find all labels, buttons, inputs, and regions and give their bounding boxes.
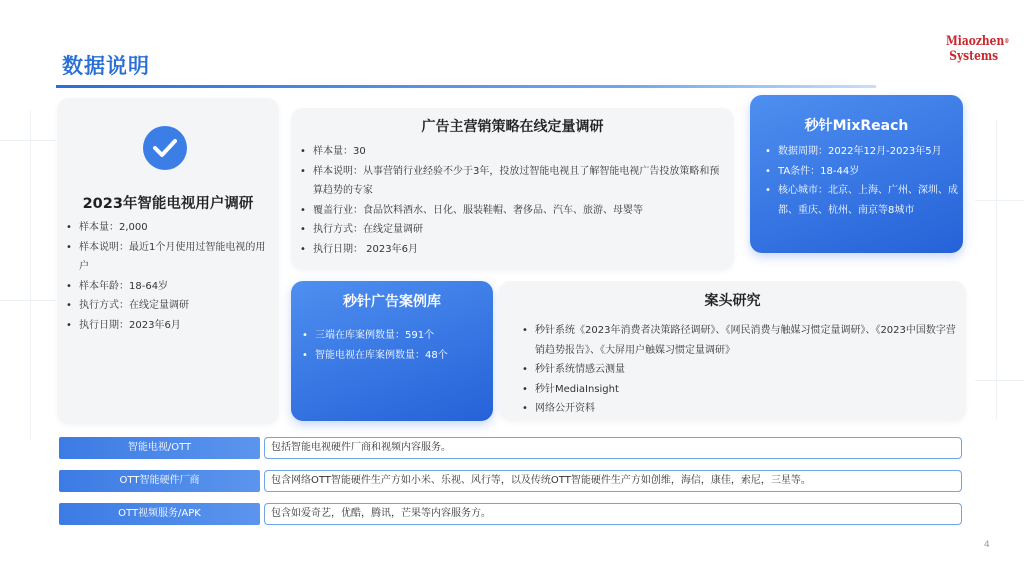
list-item: • TA条件：18-44岁 [762,162,958,182]
card-title: 案头研究 [704,293,761,309]
definition-value: 包含网络OTT智能硬件生产方如小米、乐视、风行等，以及传统OTT智能硬件生产方如创维，海信，康佳，索尼，三星等。 [264,470,962,492]
bullet-list [762,142,958,220]
definition-value: 包含如爱奇艺，优酷，腾讯，芒果等内容服务方。 [264,503,962,525]
case-library-card [291,281,493,421]
list-item: • 样本年龄：18-64岁 [63,277,273,297]
logo-line-1: Miaozhen [946,34,1005,49]
definition-value: 包括智能电视硬件厂商和视频内容服务。 [264,437,962,459]
definition-label: OTT视频服务/APK [59,503,260,525]
title-underline [56,85,876,88]
bullet-list [63,218,273,335]
mixreach-card [750,95,963,253]
list-item: • 秒针系统《2023年消费者决策路径调研》、《网民消费与触媒习惯定量调研》、《2023中国数字营销趋势报告》、《大屏用户触媒习惯定量调研》 [519,321,959,360]
bullet-list [519,321,959,419]
list-item: • 秒针MediaInsight [519,380,959,400]
bullet-list [299,326,489,365]
logo-line-2: Systems [949,49,999,64]
brand-logo [946,34,1009,64]
page-title: 数据说明 [62,54,150,78]
list-item: • 三端在库案例数量：591个 [299,326,489,346]
tv-user-survey-card [57,98,279,424]
list-item: • 覆盖行业：食品饮料酒水、日化、服装鞋帽、奢侈品、汽车、旅游、母婴等 [297,201,727,221]
list-item: • 样本量：2,000 [63,218,273,238]
list-item: • 样本说明：最近1个月使用过智能电视的用户 [63,238,273,277]
definition-label: OTT智能硬件厂商 [59,470,260,492]
list-item: • 样本量：30 [297,142,727,162]
list-item: • 执行方式：在线定量调研 [63,296,273,316]
list-item: • 样本说明：从事营销行业经验不少于3年，投放过智能电视且了解智能电视广告投放策略和预算趋势的专家 [297,162,727,201]
advertiser-survey-card [291,108,734,270]
list-item: • 网络公开资料 [519,399,959,419]
list-item: • 核心城市：北京、上海、广州、深圳、成都、重庆、杭州、南京等8城市 [762,181,958,220]
card-title: 秒针广告案例库 [343,294,441,310]
page-number: 4 [984,540,990,550]
list-item: • 智能电视在库案例数量：48个 [299,346,489,366]
definition-label: 智能电视/OTT [59,437,260,459]
list-item: • 执行日期： 2023年6月 [297,240,727,260]
list-item: • 执行方式：在线定量调研 [297,220,727,240]
check-circle-icon [143,126,187,170]
list-item: • 数据周期：2022年12月-2023年5月 [762,142,958,162]
card-title: 广告主营销策略在线定量调研 [421,119,604,135]
definition-row [59,437,962,459]
definition-row [59,470,962,492]
desk-research-card [499,281,966,421]
definition-row [59,503,962,525]
card-title: 2023年智能电视用户调研 [82,196,254,212]
card-title: 秒针MixReach [804,118,909,134]
bullet-list [297,142,727,259]
list-item: • 执行日期：2023年6月 [63,316,273,336]
logo-registered-mark: ® [1004,38,1010,45]
list-item: • 秒针系统情感云测量 [519,360,959,380]
